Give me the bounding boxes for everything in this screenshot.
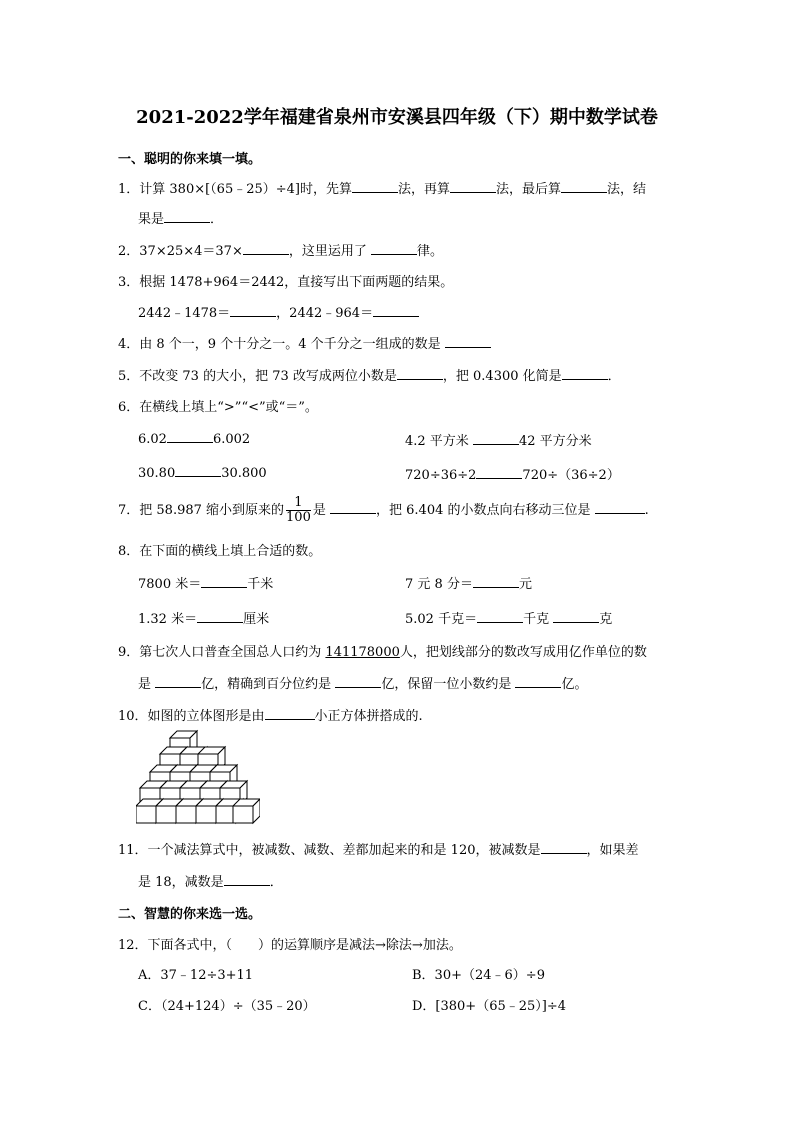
- q8-row2-right: [405, 608, 612, 627]
- q7-blank-2[interactable]: [595, 501, 645, 514]
- q6-r1l-a: 6.02: [138, 432, 167, 447]
- q6-r1r-b: 42 平方分米: [518, 434, 592, 449]
- q2-blank-2[interactable]: [371, 242, 417, 255]
- q9-text-b: 人，把划线部分的数改写成用亿作单位的数: [399, 645, 647, 660]
- q1-blank-2[interactable]: [450, 180, 496, 193]
- q9-underlined-number: 141178000: [325, 645, 400, 660]
- q12-option-c[interactable]: C．（24+124）÷（35﹣20）: [138, 999, 316, 1014]
- q5-text-c: ．: [607, 369, 621, 384]
- question-5: [118, 365, 621, 384]
- q8-r2r-c: 克: [599, 612, 613, 627]
- q8-r1l-a: 7800 米＝: [138, 577, 202, 592]
- q7-blank-1[interactable]: [330, 501, 376, 514]
- question-1-line-2: [138, 208, 223, 227]
- question-3: 3．根据 1478+964＝2442，直接写出下面两题的结果。: [118, 275, 454, 290]
- q9-text-f: 亿。: [561, 677, 588, 692]
- q1-text-e: 果是: [138, 212, 165, 227]
- q5-text-b: ，把 0.4300 化简是: [442, 369, 562, 384]
- q8-r1r-a: 7 元 8 分＝: [405, 577, 473, 592]
- section-2-heading: 二、智慧的你来选一选。: [118, 907, 262, 922]
- q8-row2-left: [138, 608, 269, 627]
- q9-blank-1[interactable]: [155, 675, 201, 688]
- q7-text-d: .: [644, 503, 649, 518]
- q7-text-a: 7．把 58.987 缩小到原来的: [118, 503, 285, 518]
- q1-blank-4[interactable]: [164, 210, 210, 223]
- q1-blank-1[interactable]: [352, 180, 398, 193]
- q11-blank-1[interactable]: [541, 841, 587, 854]
- q9-text-d: 亿，精确到百分位约是: [201, 677, 332, 692]
- q1-text-a: 1．计算 380×[（65﹣25）÷4]时，先算: [118, 182, 353, 197]
- q4-text-a: 4．由 8 个一，9 个十分之一。4 个千分之一组成的数是: [118, 337, 441, 352]
- q2-blank-1[interactable]: [243, 242, 289, 255]
- q5-blank-1[interactable]: [397, 367, 443, 380]
- question-1-line-1: [118, 178, 646, 197]
- q5-blank-2[interactable]: [562, 367, 608, 380]
- q7-fraction: [286, 496, 311, 525]
- q6-row2-left: [138, 464, 267, 481]
- q6-blank-1[interactable]: [167, 430, 213, 443]
- q8-r2l-a: 1.32 米＝: [138, 612, 198, 627]
- q8-r2r-b: 千克: [523, 612, 550, 627]
- q11-blank-2[interactable]: [224, 873, 270, 886]
- q8-blank-5[interactable]: [553, 610, 599, 623]
- q7-numerator: 1: [286, 496, 311, 511]
- q9-blank-3[interactable]: [515, 675, 561, 688]
- q8-row1-right: [405, 573, 532, 592]
- q6-r2l-a: 30.80: [138, 466, 176, 481]
- q4-blank-1[interactable]: [445, 335, 491, 348]
- question-12: 12．下面各式中，（ ）的运算顺序是减法→除法→加法。: [118, 938, 462, 953]
- q3-text-c: ，2442﹣964＝: [276, 306, 374, 321]
- q7-denominator: 100: [286, 510, 311, 525]
- question-6: 6．在横线上填上“>”“<”或“＝”。: [118, 400, 318, 415]
- q10-text-b: 小正方体拼搭成的.: [314, 709, 423, 724]
- question-9-line-2: [138, 673, 587, 692]
- question-11-line-1: [118, 839, 639, 858]
- q6-r2l-b: 30.800: [221, 466, 267, 481]
- question-2: [118, 240, 443, 259]
- q12-option-a[interactable]: A．37﹣12÷3+11: [138, 968, 254, 983]
- section-1-heading: 一、聪明的你来填一填。: [118, 152, 262, 167]
- cube-stack-figure: [136, 727, 260, 829]
- q6-row1-right: [405, 430, 592, 449]
- q11-text-d: ．: [269, 875, 283, 890]
- q6-r2r-b: 720÷（36÷2）: [522, 468, 620, 483]
- q1-text-f: ．: [210, 212, 224, 227]
- q8-blank-1[interactable]: [201, 575, 247, 588]
- q8-blank-2[interactable]: [473, 575, 519, 588]
- q8-r1r-b: 元: [518, 577, 532, 592]
- page-title: 2021-2022学年福建省泉州市安溪县四年级（下）期中数学试卷: [136, 107, 658, 128]
- question-3-expressions: [138, 302, 419, 321]
- q12-option-d[interactable]: D．[380+（65﹣25）]÷4: [412, 999, 567, 1014]
- q1-text-b: 法，再算: [398, 182, 451, 197]
- q2-text-c: 律。: [417, 244, 444, 259]
- q6-row1-left: [138, 430, 250, 447]
- question-8: 8．在下面的横线上填上合适的数。: [118, 544, 322, 559]
- q6-r1r-a: 4.2 平方米: [405, 434, 469, 449]
- q5-text-a: 5．不改变 73 的大小，把 73 改写成两位小数是: [118, 369, 397, 384]
- q11-text-c: 是 18，减数是: [138, 875, 224, 890]
- q10-text-a: 10．如图的立体图形是由: [118, 709, 265, 724]
- q2-text-a: 2．37×25×4＝37×: [118, 244, 243, 259]
- q9-text-a: 9．第七次人口普查全国总人口约为: [118, 645, 322, 660]
- q7-text-c: ，把 6.404 的小数点向右移动三位是: [376, 503, 591, 518]
- q8-row1-left: [138, 573, 273, 592]
- q6-r2r-a: 720÷36÷2: [405, 468, 477, 483]
- q9-text-c: 是: [138, 677, 152, 692]
- q2-text-b: ，这里运用了: [288, 244, 367, 259]
- q3-blank-1[interactable]: [230, 304, 276, 317]
- q6-row2-right: [405, 464, 620, 483]
- q1-text-d: 法，结: [607, 182, 647, 197]
- q3-blank-2[interactable]: [373, 304, 419, 317]
- question-9-line-1: [118, 641, 647, 660]
- q1-text-c: 法，最后算: [496, 182, 562, 197]
- q6-r1l-b: 6.002: [212, 432, 251, 447]
- q12-option-b[interactable]: B．30+（24﹣6）÷9: [412, 968, 545, 983]
- q10-blank-1[interactable]: [265, 707, 315, 720]
- q6-blank-2[interactable]: [473, 432, 519, 445]
- q8-r2r-a: 5.02 千克＝: [405, 612, 478, 627]
- q8-blank-3[interactable]: [197, 610, 243, 623]
- cube-stack: [136, 731, 260, 823]
- q9-blank-2[interactable]: [335, 675, 381, 688]
- q8-r2l-b: 厘米: [243, 612, 270, 627]
- question-11-line-2: [138, 871, 283, 890]
- question-7: [118, 496, 649, 525]
- q8-r1l-b: 千米: [247, 577, 274, 592]
- q6-blank-3[interactable]: [175, 464, 221, 477]
- q6-blank-4[interactable]: [476, 466, 522, 479]
- q3-text-b: 2442﹣1478＝: [138, 306, 231, 321]
- q7-text-b: 是: [312, 503, 326, 518]
- q8-blank-4[interactable]: [477, 610, 523, 623]
- question-10: [118, 705, 423, 724]
- question-4: [118, 333, 491, 352]
- q1-blank-3[interactable]: [561, 180, 607, 193]
- q11-text-a: 11．一个减法算式中，被减数、减数、差都加起来的和是 120，被减数是: [118, 843, 541, 858]
- q9-text-e: 亿，保留一位小数约是: [381, 677, 512, 692]
- q11-text-b: ，如果差: [586, 843, 639, 858]
